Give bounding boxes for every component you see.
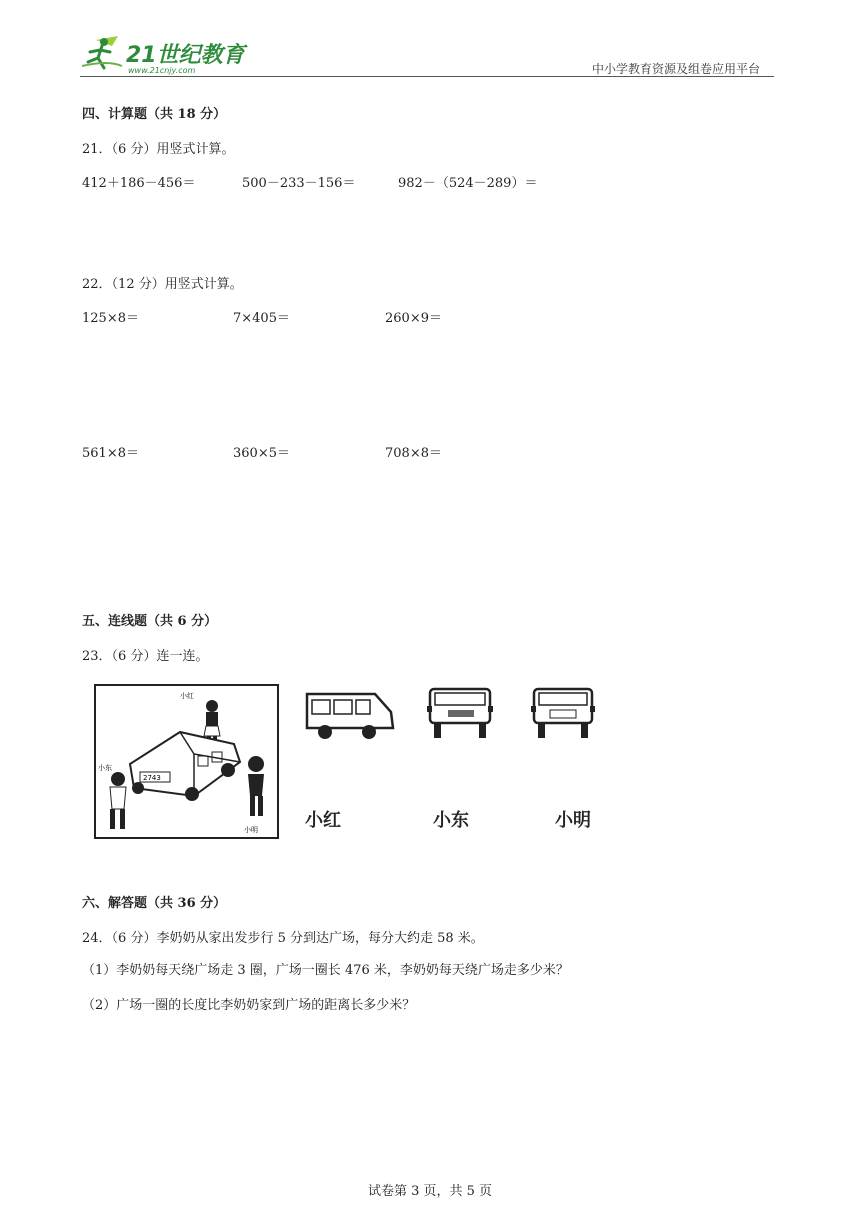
q21-item-3: 982－（524－289）＝ <box>398 176 538 191</box>
q22-prompt: 22．（12 分）用竖式计算。 <box>82 277 243 292</box>
name-label-xiaohong: 小红 <box>305 810 341 831</box>
section-6-title: 六、解答题（共 36 分） <box>82 896 227 911</box>
q22-item-2: 7×405＝ <box>233 311 290 326</box>
q22-item-1: 125×8＝ <box>82 311 139 326</box>
site-logo <box>78 32 258 76</box>
side-view-car-icon <box>303 690 397 742</box>
name-label-xiaoming: 小明 <box>555 810 591 831</box>
page-footer: 试卷第 3 页，共 5 页 <box>367 1184 493 1199</box>
header-platform-text: 中小学教育资源及组卷应用平台 <box>592 62 761 76</box>
q21-item-2: 500－233－156＝ <box>242 176 356 191</box>
logo-text: 21世纪教育 <box>126 43 245 68</box>
scene-illustration <box>94 684 279 839</box>
q22-item-5: 360×5＝ <box>233 446 290 461</box>
logo-url: www.21cnjy.com <box>128 66 196 75</box>
q23-prompt: 23．（6 分）连一连。 <box>82 649 209 664</box>
q22-item-4: 561×8＝ <box>82 446 139 461</box>
front-view-car-icon <box>530 686 596 744</box>
q24-prompt: 24．（6 分）李奶奶从家出发步行 5 分到达广场，每分大约走 58 米。 <box>82 931 484 946</box>
runner-logo-icon <box>82 36 122 68</box>
boy-left-label: 小东 <box>98 764 112 772</box>
q22-item-6: 708×8＝ <box>385 446 442 461</box>
girl-label: 小红 <box>180 692 194 700</box>
q24-sub-1: （1）李奶奶每天绕广场走 3 圈，广场一圈长 476 米，李奶奶每天绕广场走多少米？ <box>82 963 569 978</box>
section-4-title: 四、计算题（共 18 分） <box>82 107 227 122</box>
q21-prompt: 21．（6 分）用竖式计算。 <box>82 142 235 157</box>
q24-sub-2: （2）广场一圈的长度比李奶奶家到广场的距离长多少米？ <box>82 998 416 1013</box>
header-divider <box>80 76 774 77</box>
q21-item-1: 412＋186－456＝ <box>82 176 196 191</box>
name-label-xiaodong: 小东 <box>433 810 469 831</box>
section-5-title: 五、连线题（共 6 分） <box>82 614 218 629</box>
license-plate: 2743 <box>143 774 161 782</box>
boy-right-label: 小明 <box>244 826 258 834</box>
back-view-car-icon <box>426 686 496 744</box>
q22-item-3: 260×9＝ <box>385 311 442 326</box>
